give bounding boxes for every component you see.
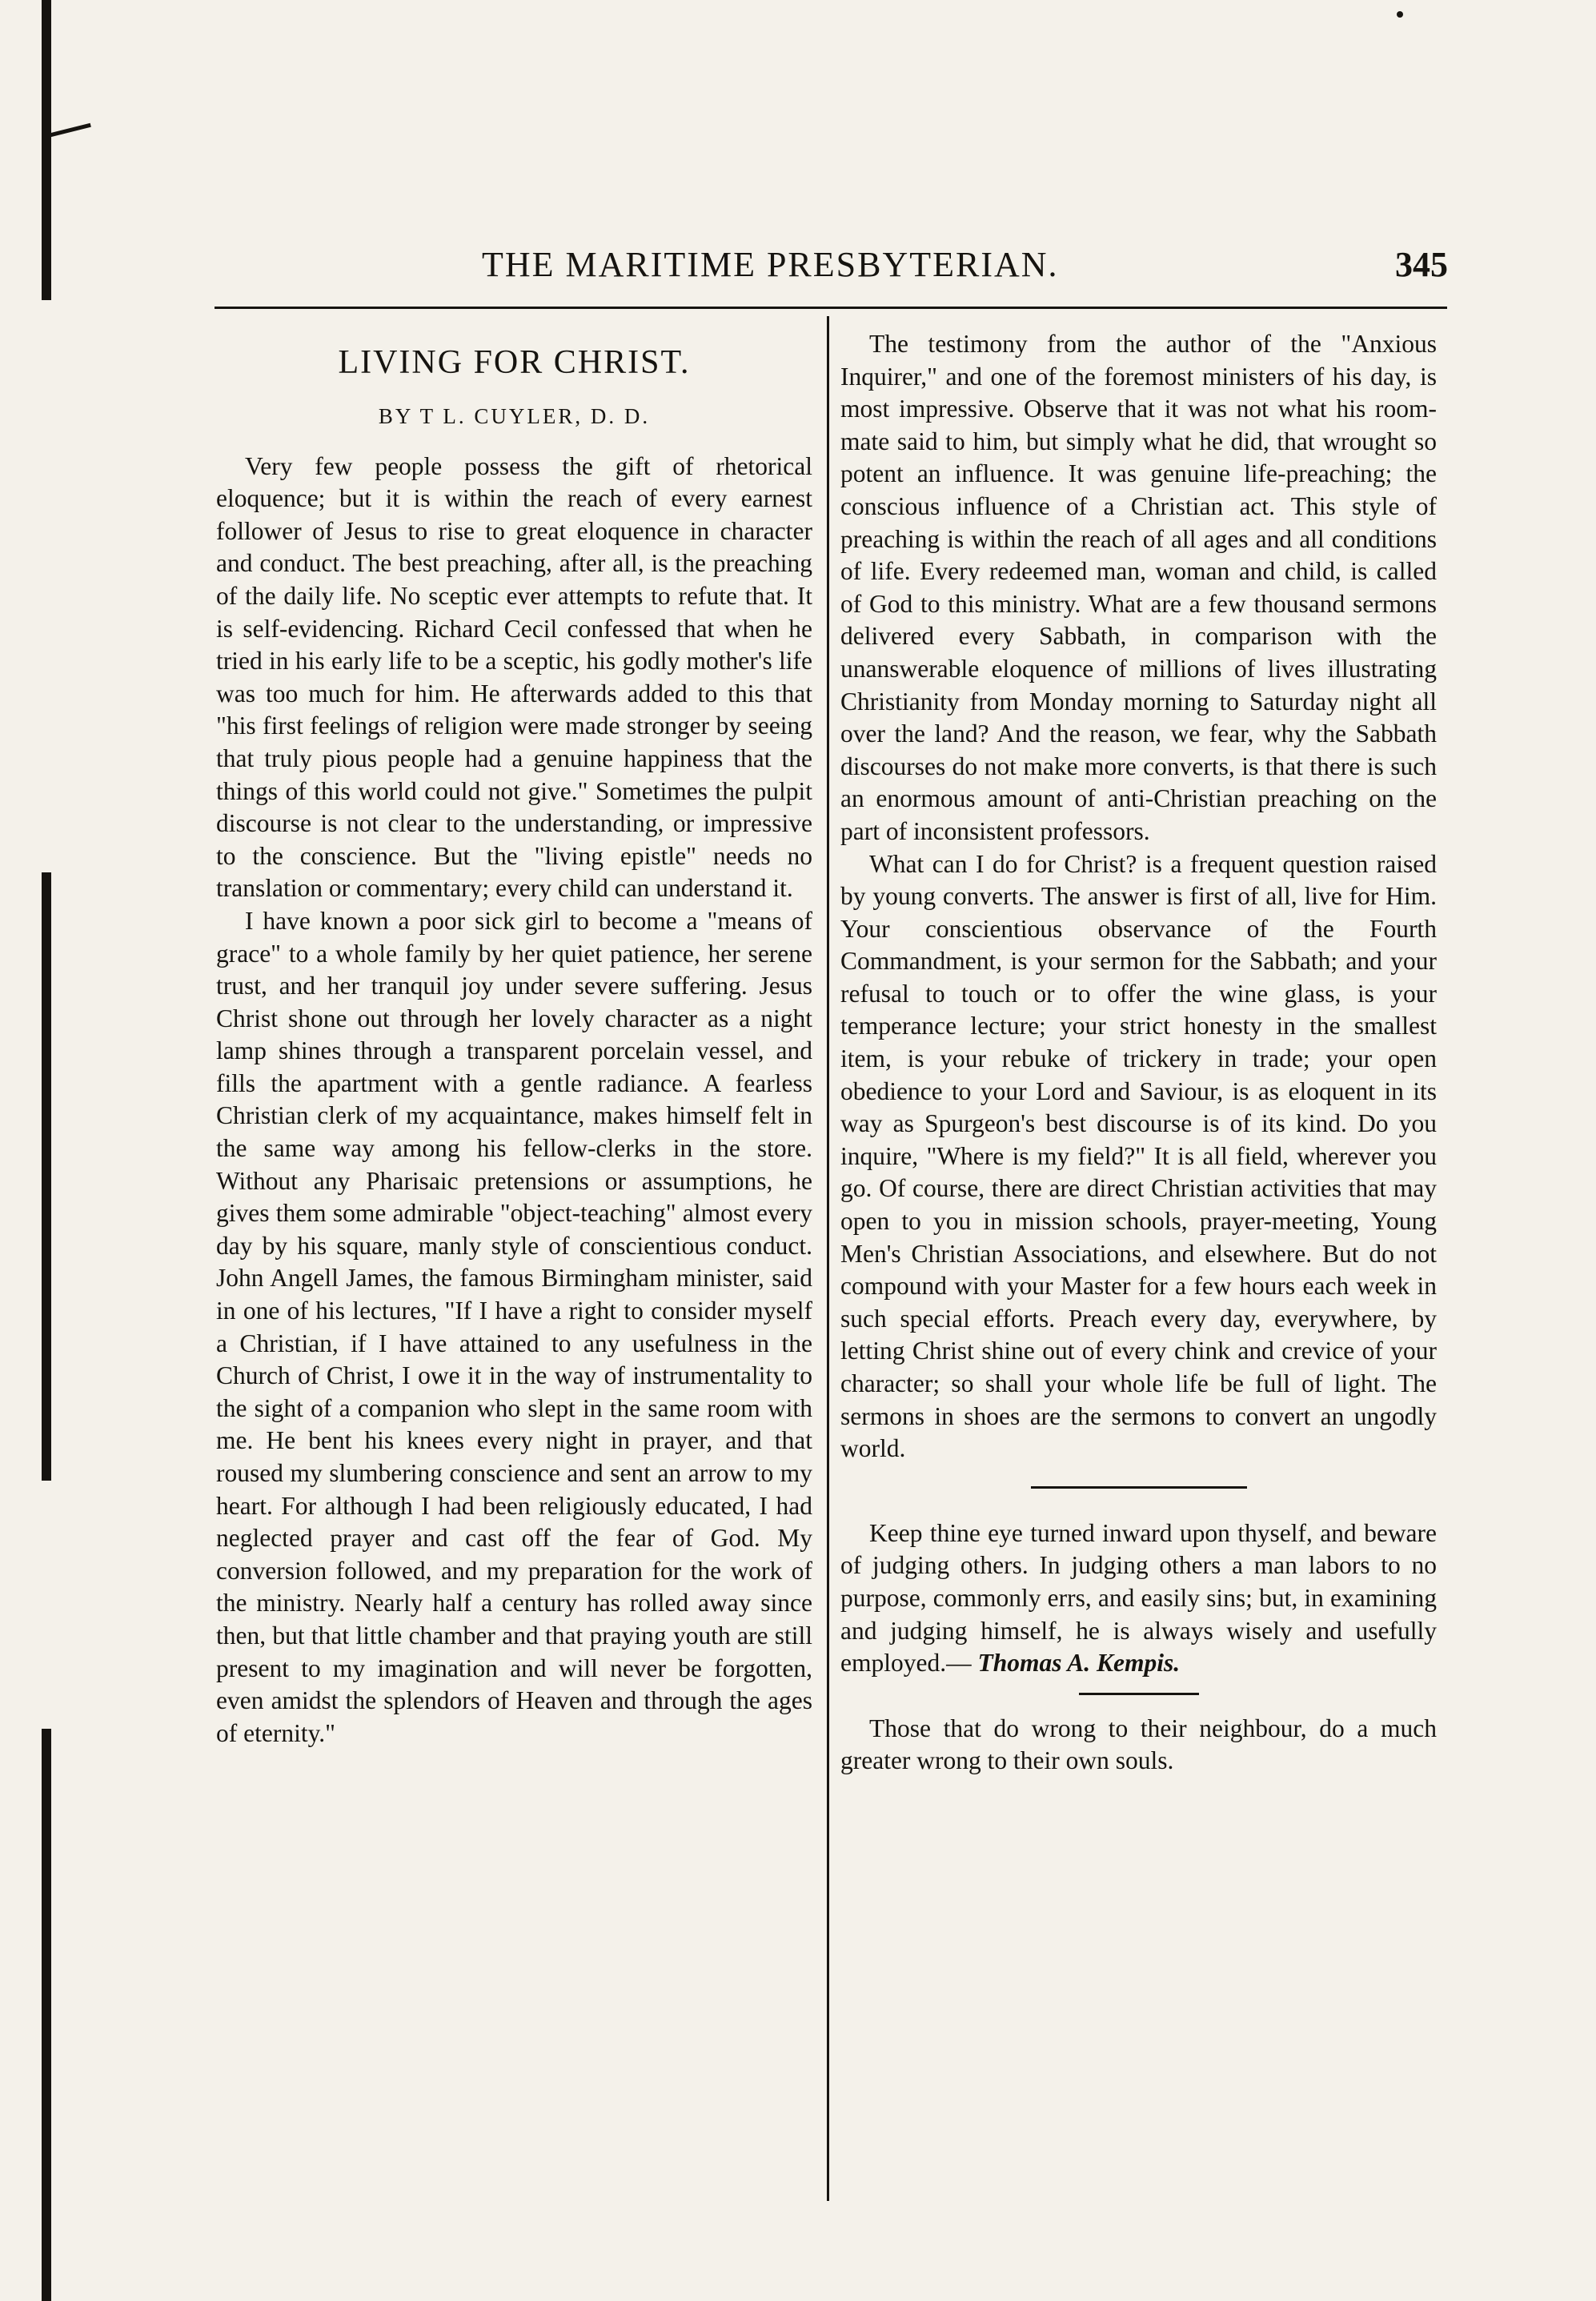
filler-quote [840, 1517, 1437, 1680]
article-paragraph: What can I do for Christ? is a frequent question raised by young converts. The answer is first of all, live for Him. Your conscientious observance of the Fourth Commandment, is your sermon for the Sabbath; and your refusal to touch or to offer the wine glass, is your temperance lecture; your strict honesty in the smallest item, is your rebuke of trickery in trade; your open obedience to your Lord and Saviour, is as eloquent in its way as Spurgeon's best discourse is of its kind. Do you inquire, "Where is my field?" It is all field, wherever you go. Of course, there are direct Christian activities that may open to you in mission schools, prayer-meeting, Young Men's Christian Associations, and elsewhere. But do not compound with your Master for a few hours each week in such special efforts. Preach every day, everywhere, by letting Christ shine out of every chink and crevice of your character; so shall your whole life be full of light. The sermons in shoes are the sermons to convert an ungodly world. [840, 849, 1437, 1463]
scan-binding-edge [42, 0, 51, 300]
page-number: 345 [1395, 245, 1448, 284]
running-head [216, 244, 1448, 292]
column-rule [827, 316, 829, 2201]
article-byline: BY T L. CUYLER, D. D. [378, 404, 651, 428]
filler-maxim: Those that do wrong to their neighbour, do a much greater wrong to their own souls. [840, 1714, 1437, 1775]
running-title: THE MARITIME PRESBYTERIAN. [482, 245, 1059, 284]
article-paragraph: The testimony from the author of the "Anxious Inquirer," and one of the foremost ministers of his day, is most impressive. Observe that it was not what his room-mate said to him, but simply what he did, that wrought so potent an influence. It was genuine life-preaching; the conscious influence of a Christian act. This style of preaching is within the reach of all ages and all conditions of life. Every redeemed man, woman and child, is called of God to this ministry. What are a few thousand sermons delivered every Sabbath, in comparison with the unanswerable eloquence of millions of lives illustrating Christianity from Monday morning to Saturday night all over the land? And the reason, we fear, why the Sabbath discourses do not make more converts, is that there is such an enormous amount of anti-Christian preaching on the part of inconsistent professors. [840, 330, 1437, 845]
header-rule [215, 307, 1447, 309]
scan-binding-edge [42, 1729, 51, 2301]
article-paragraph: I have known a poor sick girl to become a "means of grace" to a whole family by her quiet patience, her serene trust, and her tranquil joy under severe suffering. Jesus Christ shone out through her lovely character as a night lamp shines through a transparent porcelain vessel, and fills the apartment with a gentle radiance. A fearless Christian clerk of my acquaintance, makes himself felt in the same way among his fellow-clerks in the store. Without any Pharisaic pretensions or assumptions, he gives them some admirable "object-teaching" almost every day by his square, manly style of conscientious conduct. John Angell James, the famous Birmingham minister, said in one of his lectures, "If I have a right to consider myself a Christian, if I have attained to any usefulness in the Church of Christ, I owe it in the way of instrumentality to the sight of a companion who slept in the same room with me. He bent his knees every night in prayer, and that roused my slumbering conscience and sent an arrow to my heart. For although I had been religiously educated, I had neglected prayer and cast off the fear of God. My conversion followed, and my preparation for the work of the ministry. Nearly half a century has rolled away since then, but that little chamber and that praying youth are still present to my imagination and will never be forgotten, even amidst the splendors of Heaven and through the ages of eternity." [216, 906, 812, 1747]
margin-pen-mark [50, 123, 91, 137]
section-separator [1079, 1693, 1199, 1695]
section-separator [1031, 1486, 1247, 1489]
article-paragraph: Very few people possess the gift of rhetorical eloquence; but it is within the reach of every earnest follower of Jesus to rise to great eloquence in character and conduct. The best preaching, after all, is the preaching of the daily life. No sceptic ever attempts to refute that. It is self-evidencing. Richard Cecil confessed that when he tried in his early life to be a sceptic, his godly mother's life was too much for him. He afterwards added to this that "his first feelings of religion were made stronger by seeing that truly pious people had a genuine happiness that the things of this world could not give." Sometimes the pulpit discourse is not clear to the understanding, or impressive to the conscience. But the "living epistle" needs no translation or commentary; every child can understand it. [216, 451, 812, 903]
filler-quote-text: Keep thine eye turned inward upon thyself, and beware of judging others. In judging others a man labors to no purpose, commonly errs, and easily sins; but, in examining and judging himself, he is always wisely and usefully employed.— [840, 1518, 1437, 1678]
filler-quote-attribution: Thomas A. Kempis. [977, 1649, 1181, 1678]
left-column [216, 328, 812, 1750]
right-column [840, 328, 1437, 1778]
scan-binding-edge [42, 872, 51, 1481]
article-title: LIVING FOR CHRIST. [338, 344, 691, 381]
scan-speck [1397, 11, 1403, 18]
